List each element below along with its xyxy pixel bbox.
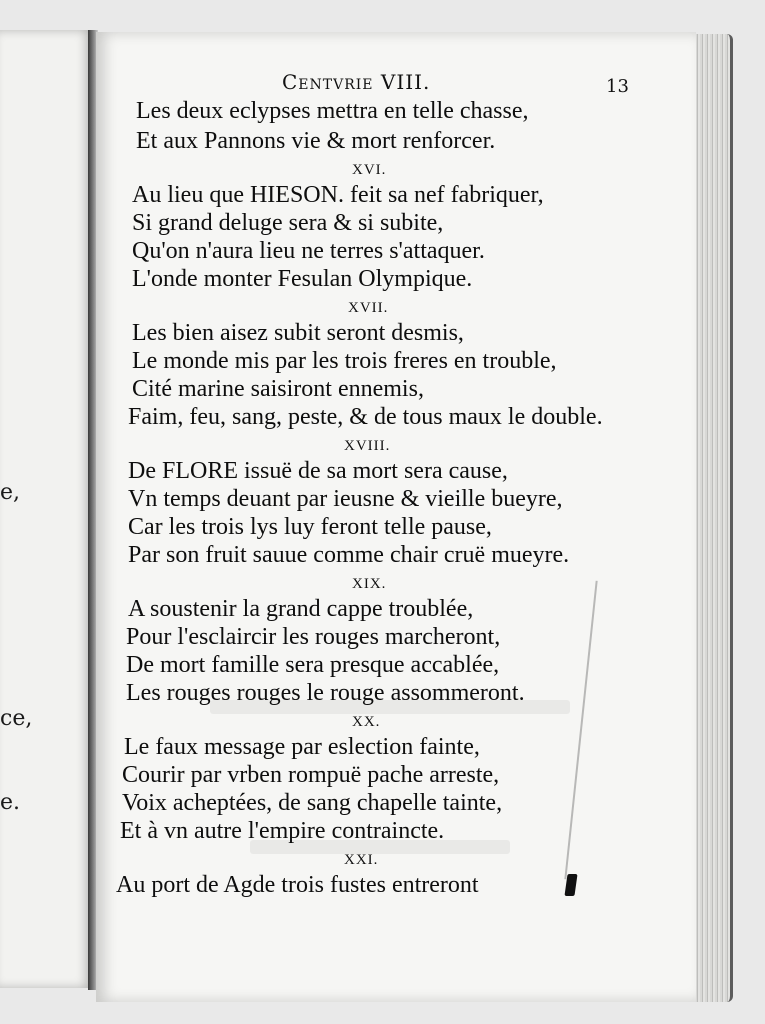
- quatrain-number: XVIII.: [344, 438, 391, 454]
- verse-line: Si grand deluge sera & si subite,: [132, 210, 444, 236]
- left-page-fragment: e,: [0, 480, 21, 505]
- verse-line: A soustenir la grand cappe troublée,: [128, 596, 474, 622]
- verse-line: Les rouges rouges le rouge assommeront.: [126, 680, 525, 706]
- verse-line: Le faux message par eslection fainte,: [124, 734, 480, 760]
- quatrain-number: XVII.: [348, 300, 389, 316]
- left-page-fragment: e.: [0, 790, 21, 815]
- verse-line: Les deux eclypses mettra en telle chasse,: [136, 98, 529, 124]
- quatrain-number: XIX.: [352, 576, 387, 592]
- verse-line: Et aux Pannons vie & mort renforcer.: [136, 128, 496, 154]
- left-page-fragment: ce,: [0, 706, 33, 731]
- verse-line: Car les trois lys luy feront telle pause,: [128, 514, 492, 540]
- verse-line: Au lieu que HIESON. feit sa nef fabriquer,: [132, 182, 544, 208]
- running-head: Centvrie VIII.: [282, 70, 431, 94]
- verse-line: De mort famille sera presque accablée,: [126, 652, 500, 678]
- verse-line: Qu'on n'aura lieu ne terres s'attaquer.: [132, 238, 485, 264]
- quatrain-number: XVI.: [352, 162, 387, 178]
- verse-line: Et à vn autre l'empire contraincte.: [120, 818, 445, 844]
- verse-line: L'onde monter Fesulan Olympique.: [132, 266, 473, 292]
- verse-line: Les bien aisez subit seront desmis,: [132, 320, 464, 346]
- verse-line: Faim, feu, sang, peste, & de tous maux le double.: [128, 404, 603, 430]
- verse-line: Par son fruit sauue comme chair cruë mueyre.: [128, 542, 570, 568]
- verse-line: Vn temps deuant par ieusne & vieille bueyre,: [128, 486, 563, 512]
- verse-line: De FLORE issuë de sa mort sera cause,: [128, 458, 508, 484]
- verse-line: Au port de Agde trois fustes entreront: [116, 872, 479, 898]
- verse-line: Le monde mis par les trois freres en trouble,: [132, 348, 557, 374]
- verse-line: Voix acheptées, de sang chapelle tainte,: [122, 790, 503, 816]
- quatrain-number: XX.: [352, 714, 381, 730]
- page-number: 13: [606, 76, 629, 97]
- left-page: [0, 30, 92, 988]
- verse-line: Pour l'esclaircir les rouges marcheront,: [126, 624, 501, 650]
- quatrain-number: XXI.: [344, 852, 379, 868]
- verse-line: Courir par vrben rompuë pache arreste,: [122, 762, 500, 788]
- verse-line: Cité marine saisiront ennemis,: [132, 376, 424, 402]
